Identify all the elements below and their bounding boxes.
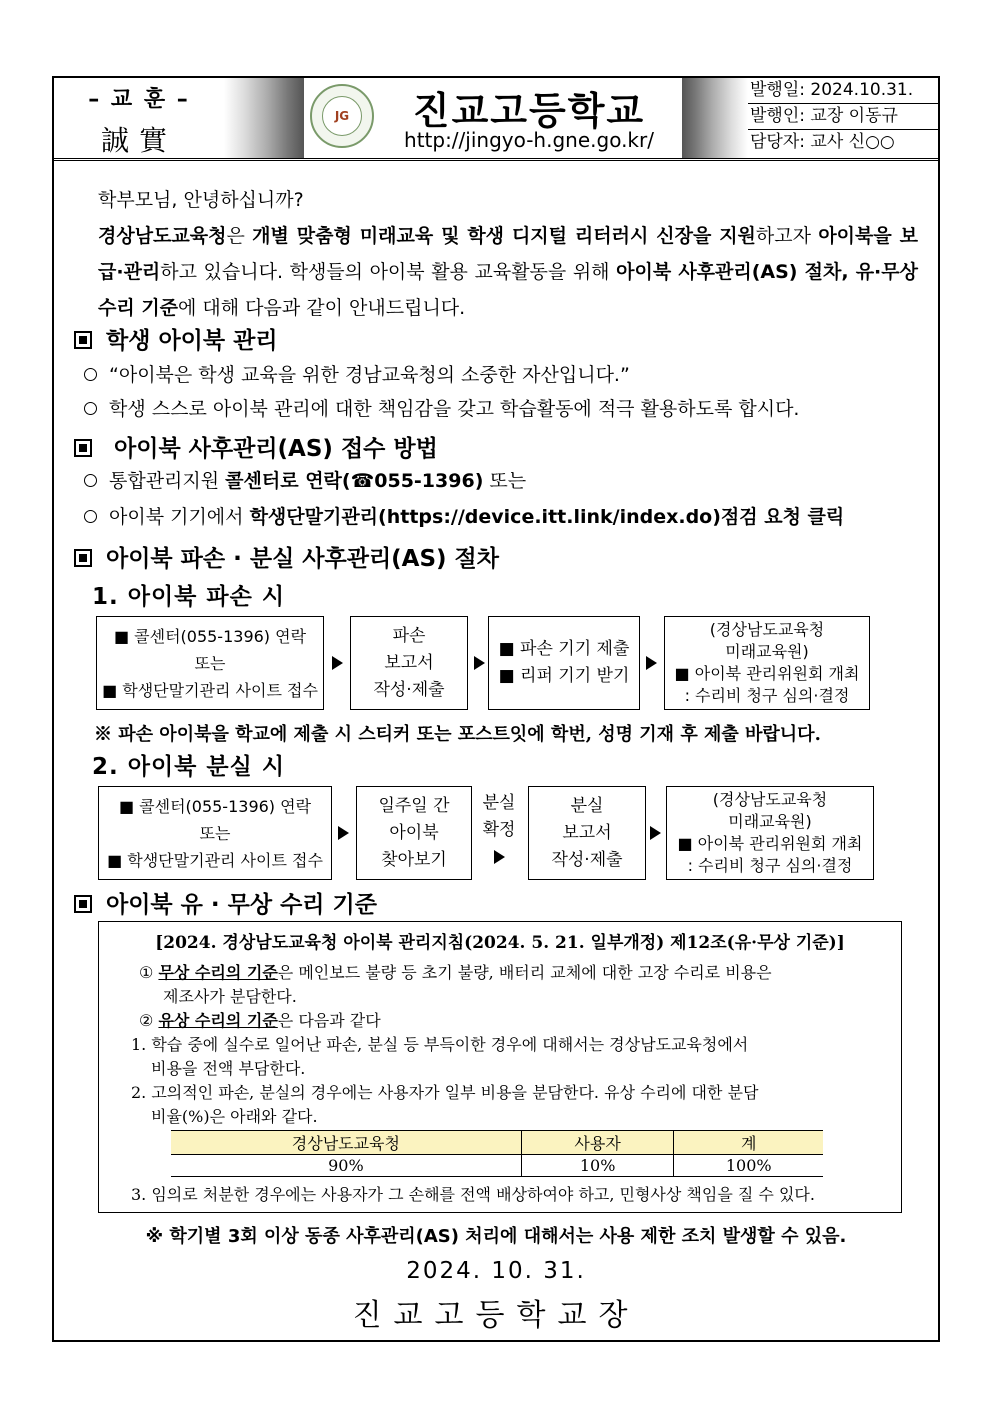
table-cell: 90% [171,1155,521,1177]
square-bullet-icon [74,331,92,349]
damage-step-3: ■ 파손 기기 제출 ■ 리퍼 기기 받기 [488,616,640,710]
loss-step-2: 일주일 간 아이북 찾아보기 [356,786,472,880]
arrow-right-icon [646,656,657,670]
greeting: 학부모님, 안녕하십니까? [98,189,304,211]
damage-step-2: 파손 보고서 작성·제출 [350,616,468,710]
circle-bullet-icon [84,474,97,487]
cost-share-table [171,1130,823,1177]
damage-step-4: (경상남도교육청 미래교육원) ■ 아이북 관리위원회 개최 : 수리비 청구 심의·결정 [664,616,870,710]
contact-person: 담당자: 교사 신○○ [750,132,895,152]
circle-bullet-icon [84,368,97,381]
loss-confirm: 분실 확정 [474,790,524,873]
school-motto [54,78,224,158]
circle-bullet-icon [84,402,97,415]
arrow-right-icon [332,656,343,670]
usage-limit-note: ※ 학기별 3회 이상 동종 사후관리(AS) 처리에 대해서는 사용 제한 조치 발생할 수 있음. [145,1226,847,1247]
intro-text: 하고자 [755,225,819,247]
list-item: 통합관리지원 콜센터로 연락(☎055-1396) 또는 [84,466,526,493]
intro-supply: 아이북을 보급·관리 [98,225,918,283]
arrow-right-icon [494,850,505,864]
loss-step-4: (경상남도교육청 미래교육원) ■ 아이북 관리위원회 개최 : 수리비 청구 심의·결정 [666,786,874,880]
circle-bullet-icon [84,510,97,523]
rule-free-cont: 제조사가 분담한다. [163,987,297,1006]
damage-step-1: ■ 콜센터(055-1396) 연락 또는 ■ 학생단말기관리 사이트 접수 [96,616,324,710]
damage-subtitle: 1. 아이북 파손 시 [92,584,286,610]
arrow-right-icon [338,826,349,840]
header-gradient-right [682,78,748,158]
square-bullet-icon [74,439,92,457]
header-gradient-left [224,78,304,158]
motto-label: – 교 훈 – [88,87,190,112]
motto-text: 誠實 [100,124,177,157]
issue-date: 발행일: 2024.10.31. [748,78,940,104]
intro-goal: 개별 맞춤형 미래교육 및 학생 디지털 리터러시 신장을 지원 [252,225,756,247]
publication-info [748,78,940,155]
loss-step-1: ■ 콜센터(055-1396) 연락 또는 ■ 학생단말기관리 사이트 접수 [98,786,332,880]
section-title: 아이북 사후관리(AS) 접수 방법 [74,430,438,463]
section-title: 학생 아이북 관리 [74,322,278,355]
publisher: 발행인: 교장 이동규 [748,104,940,130]
section-title: 아이북 유 · 무상 수리 기준 [74,886,377,919]
rule-paid-item-3: 3. 임의로 처분한 경우에는 사용자가 그 손해를 전액 배상하여야 하고, 민형사상 책임을 질 수 있다. [131,1185,815,1204]
table-cell: 100% [674,1155,823,1177]
damage-note: ※ 파손 아이북을 학교에 제출 시 스티커 또는 포스트잇에 학번, 성명 기재 후 제출 바랍니다. [94,724,821,745]
intro-agency: 경상남도교육청 [98,225,227,247]
rule-paid-item-2: 2. 고의적인 파손, 분실의 경우에는 사용자가 일부 비용을 분담한다. 유상 수리에 대한 분담 [131,1083,759,1102]
section-title: 아이북 파손 · 분실 사후관리(AS) 절차 [74,540,499,573]
school-emblem-icon: JG [310,84,374,148]
intro-text: 에 대해 다음과 같이 안내드립니다. [178,297,466,319]
rule-paid-item-1-cont: 비용을 전액 부담한다. [151,1059,306,1078]
rule-paid-item-1: 1. 학습 중에 실수로 일어난 파손, 분실 등 부득이한 경우에 대해서는 경상남도교육청에서 [131,1035,749,1054]
intro-paragraph [78,182,918,326]
rule-paid: ② 유상 수리의 기준은 다음과 같다 [139,1011,381,1030]
school-url[interactable]: http://jingyo-h.gne.go.kr/ [404,128,654,152]
loss-subtitle: 2. 아이북 분실 시 [92,754,286,780]
intro-text: 하고 있습니다. 학생들의 아이북 활용 교육활동을 위해 [160,261,617,283]
square-bullet-icon [74,895,92,913]
repair-rules-box [98,921,902,1213]
table-header: 경상남도교육청 [171,1131,521,1155]
table-cell: 10% [521,1155,674,1177]
list-item: 아이북 기기에서 학생단말기관리(https://device.itt.link/index.do)점검 요청 클릭 [84,502,844,529]
arrow-right-icon [650,826,661,840]
square-bullet-icon [74,549,92,567]
table-header: 사용자 [521,1131,674,1155]
device-management-link[interactable]: 학생단말기관리(https://device.itt.link/index.do)점검 요청 클릭 [249,506,845,528]
intro-topic: 아이북 사후관리(AS) 절차, 유·무상 수리 기준 [98,261,918,319]
rule-title: [2024. 경상남도교육청 아이북 관리지침(2024. 5. 21. 일부개정) 제12조(유·무상 기준)] [155,933,845,953]
newsletter-frame [52,76,940,1342]
intro-text: 은 [226,225,253,247]
list-item: “아이북은 학생 교육을 위한 경남교육청의 소중한 자산입니다.” [84,360,630,387]
list-item: 학생 스스로 아이북 관리에 대한 책임감을 갖고 학습활동에 적극 활용하도록 합시다. [84,394,799,421]
header [54,78,938,161]
call-center-contact: 콜센터로 연락(☎055-1396) [225,470,484,492]
issue-date-footer: 2024. 10. 31. [406,1258,586,1284]
rule-free: ① 무상 수리의 기준은 메인보드 불량 등 초기 불량, 배터리 교체에 대한 고장 수리로 비용은 [139,963,772,982]
rule-paid-item-2-cont: 비율(%)은 아래와 같다. [151,1107,318,1126]
arrow-right-icon [474,656,485,670]
loss-step-3: 분실 보고서 작성·제출 [528,786,646,880]
school-name: 진교고등학교 [412,89,646,133]
principal-signature: 진교고등학교장 [352,1298,640,1333]
table-header: 계 [674,1131,823,1155]
